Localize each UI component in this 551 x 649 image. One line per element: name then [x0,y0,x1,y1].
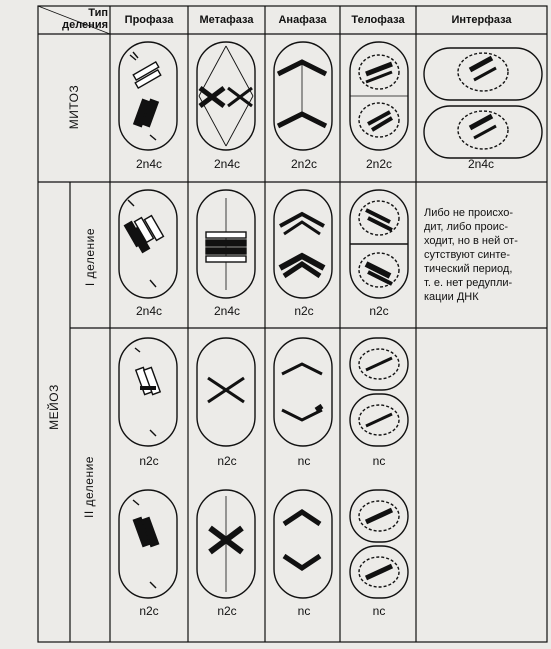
value-meiosis1-metaphase: 2n4c [213,304,241,318]
label-mitosis: МИТОЗ [67,84,81,130]
meiosis1-telophase-cell [350,190,408,298]
meiosis1-anaphase-cell [274,190,332,298]
meiosis2b-telophase-cell [350,490,408,598]
note-line: дит, либо проис- [424,221,509,233]
header-anaphase: Анафаза [278,14,327,26]
header-prophase: Профаза [124,14,174,26]
header-telophase: Телофаза [351,14,405,26]
value-mitosis-anaphase: 2n2c [290,157,318,171]
label-division-1: I деление [83,227,97,287]
value-meiosis1-prophase: 2n4c [135,304,163,318]
value-meiosis2b-anaphase: nc [297,604,311,618]
meiosis1-metaphase-cell [197,190,255,298]
value-mitosis-interphase: 2n4c [467,157,495,171]
value-meiosis1-anaphase: n2c [294,304,314,318]
header-metaphase: Метафаза [199,14,254,26]
value-meiosis2a-metaphase: n2c [217,454,237,468]
value-mitosis-metaphase: 2n4c [213,157,241,171]
mitosis-metaphase-cell [197,42,255,150]
meiosis2b-metaphase-cell [197,490,255,598]
meiosis2a-telophase-cell [350,338,408,446]
value-meiosis2b-telophase: nc [372,604,386,618]
meiosis2a-metaphase-cell [197,338,255,446]
corner-header-text: Тип деления [62,7,108,31]
note-line: ходит, но в ней от- [424,235,518,247]
meiosis2a-anaphase-cell [274,338,332,446]
mitosis-telophase-cell [350,42,408,150]
header-interphase: Интерфаза [451,14,512,26]
value-mitosis-prophase: 2n4c [135,157,163,171]
corner-header [44,7,108,31]
value-meiosis2b-metaphase: n2c [217,604,237,618]
mitosis-interphase-cells [424,48,542,158]
meiosis2b-prophase-cell [119,490,177,598]
value-meiosis1-telophase: n2c [369,304,389,318]
value-meiosis2a-telophase: nc [372,454,386,468]
label-division-2: II деление [82,456,96,518]
note-line: кации ДНК [424,291,479,303]
value-meiosis2a-prophase: n2c [139,454,159,468]
meiosis1-prophase-cell [119,190,177,298]
value-mitosis-telophase: 2n2c [365,157,393,171]
value-meiosis2a-anaphase: nc [297,454,311,468]
note-line: Либо не происхо- [424,207,514,219]
table-border [38,6,547,642]
note-line: т. е. нет редупли- [424,277,513,289]
note-line: тический период, [424,263,513,275]
mitosis-prophase-cell [119,42,177,150]
meiosis2a-prophase-cell [119,338,177,446]
interphase-note [424,206,546,304]
mitosis-anaphase-cell [274,42,332,150]
meiosis2b-anaphase-cell [274,490,332,598]
value-meiosis2b-prophase: n2c [139,604,159,618]
label-meiosis: МЕЙОЗ [47,384,61,430]
note-line: сутствуют синте- [424,249,511,261]
